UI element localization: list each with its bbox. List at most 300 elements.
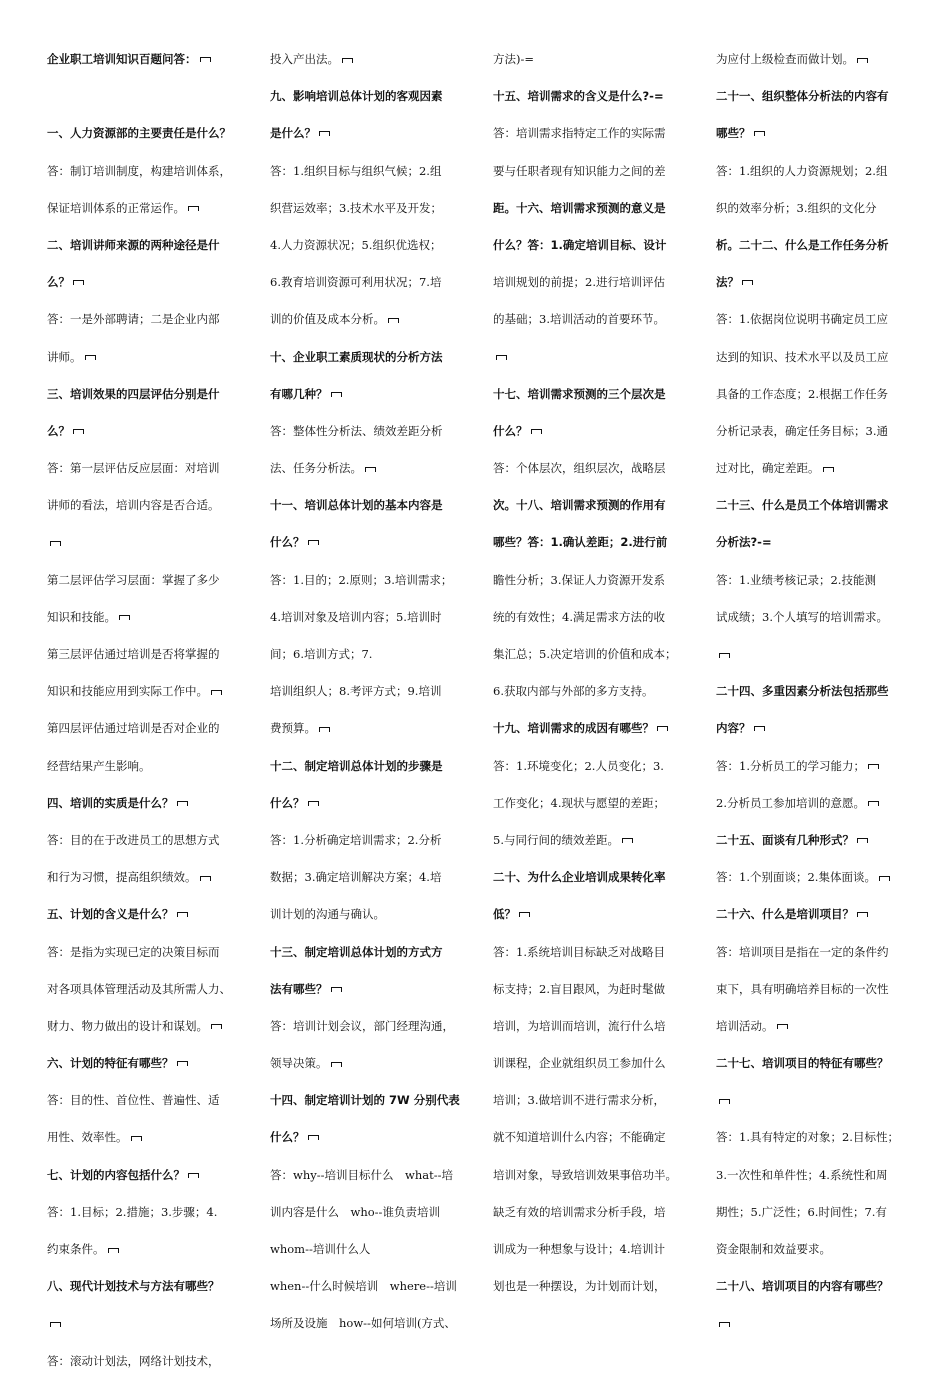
- text-line: [493, 1279, 695, 1294]
- line-text: 6.教育培训资源可利用状况；7.培: [270, 275, 442, 290]
- line-text: 对各项具体管理活动及其所需人力、: [47, 981, 231, 996]
- text-line: [270, 52, 472, 67]
- question-line: [493, 387, 695, 402]
- paragraph-mark-icon: [531, 429, 542, 434]
- line-text: 训课程，企业就组织员工参加什么: [493, 1056, 666, 1071]
- paragraph-mark-icon: [50, 1322, 61, 1327]
- line-text: 距。十六、培训需求预测的意义是: [493, 200, 666, 215]
- line-text: 训成为一种想象与设计；4.培训计: [493, 1242, 665, 1256]
- text-line: [716, 201, 918, 216]
- text-line: [493, 833, 695, 848]
- text-line: [493, 1205, 695, 1220]
- line-text: 十一、培训总体计划的基本内容是: [270, 498, 443, 513]
- line-text: 束下，具有明确培养目标的一次性: [716, 981, 889, 996]
- line-text: 答：一是外部聘请；二是企业内部: [47, 312, 220, 327]
- paragraph-mark-icon: [868, 801, 879, 806]
- question-line: [493, 870, 695, 885]
- question-line: [716, 238, 918, 253]
- text-line: [716, 387, 918, 402]
- text-line: [270, 238, 472, 253]
- text-line: [270, 424, 472, 439]
- line-text: 答：制订培训制度，构建培训体系，: [47, 163, 231, 178]
- question-line: [270, 126, 472, 141]
- question-line: [47, 52, 249, 67]
- line-text: 低？: [493, 907, 516, 922]
- text-line: [270, 647, 472, 662]
- line-text: 二十、为什么企业培训成果转化率: [493, 870, 666, 885]
- question-line: [716, 833, 918, 848]
- paragraph-mark-icon: [365, 467, 376, 472]
- line-text: 领导决策。: [270, 1056, 328, 1071]
- question-line: [47, 126, 249, 141]
- line-text: 二、培训讲师来源的两种途径是什: [47, 237, 220, 252]
- question-line: [716, 275, 918, 290]
- line-text: 答：1.业绩考核记录；2.技能测: [716, 572, 876, 587]
- paragraph-mark-icon: [719, 653, 730, 658]
- line-text: 织营运效率；3.技术水平及开发；: [270, 200, 442, 215]
- line-text: 企业职工培训知识百题问答：: [47, 52, 197, 66]
- line-text: 法、任务分析法。: [270, 461, 362, 476]
- text-line: [716, 1316, 918, 1331]
- question-line: [47, 1168, 249, 1183]
- text-line: [716, 1019, 918, 1034]
- line-text: 答：1.目标；2.措施；3.步骤；4.: [47, 1204, 218, 1219]
- question-line: [493, 907, 695, 922]
- question-line: [47, 387, 249, 402]
- line-text: 答：整体性分析法、绩效差距分析: [270, 423, 443, 438]
- paragraph-mark-icon: [519, 912, 530, 917]
- question-line: [47, 1279, 249, 1294]
- line-text: 什么？: [493, 423, 528, 438]
- text-line: [493, 1168, 695, 1183]
- line-text: 什么？答：1.确定培训目标、设计: [493, 237, 667, 252]
- text-line: [47, 89, 249, 104]
- question-line: [270, 387, 472, 402]
- column-1: [47, 52, 249, 1391]
- paragraph-mark-icon: [719, 1322, 730, 1327]
- line-text: 答：1.环境变化；2.人员变化；3.: [493, 758, 664, 773]
- line-text: 有哪几种？: [270, 386, 328, 401]
- line-text: 织的效率分析；3.组织的文化分: [716, 200, 877, 215]
- text-line: [270, 870, 472, 885]
- paragraph-mark-icon: [742, 280, 753, 285]
- text-line: [47, 573, 249, 588]
- paragraph-mark-icon: [657, 726, 668, 731]
- line-text: 4.培训对象及培训内容；5.培训时: [270, 609, 442, 624]
- line-text: 方法)-=: [493, 52, 535, 66]
- text-line: [493, 610, 695, 625]
- line-text: 哪些？答：1.确认差距；2.进行前: [493, 535, 668, 550]
- text-line: [493, 647, 695, 662]
- text-line: [47, 1019, 249, 1034]
- line-text: whom--培训什么人: [270, 1242, 371, 1256]
- line-text: 二十三、什么是员工个体培训需求: [716, 498, 889, 513]
- text-line: [270, 312, 472, 327]
- question-line: [716, 89, 918, 104]
- line-text: 什么？: [270, 1130, 305, 1145]
- question-line: [716, 907, 918, 922]
- line-text: 场所及设施 how--如何培训(方式、: [270, 1316, 456, 1331]
- line-text: 什么？: [270, 795, 305, 810]
- line-text: 和行为习惯，提高组织绩效。: [47, 870, 197, 885]
- text-line: [716, 424, 918, 439]
- line-text: 十五、培训需求的含义是什么?-=: [493, 89, 664, 104]
- paragraph-mark-icon: [200, 876, 211, 881]
- text-line: [270, 1056, 472, 1071]
- paragraph-mark-icon: [308, 1135, 319, 1140]
- line-text: 九、影响培训总体计划的客观因素: [270, 89, 443, 104]
- line-text: 答：第一层评估反应层面：对培训: [47, 461, 220, 476]
- line-text: 答：1.组织的人力资源规划；2.组: [716, 163, 888, 178]
- line-text: 十、企业职工素质现状的分析方法: [270, 349, 443, 364]
- question-line: [716, 721, 918, 736]
- question-line: [493, 535, 695, 550]
- line-text: 第三层评估通过培训是否将掌握的: [47, 647, 220, 661]
- line-text: 用性、效率性。: [47, 1130, 128, 1145]
- line-text: 分析法?-=: [716, 535, 772, 550]
- text-line: [493, 275, 695, 290]
- line-text: 二十六、什么是培训项目？: [716, 907, 854, 922]
- question-line: [47, 796, 249, 811]
- text-line: [493, 52, 695, 67]
- text-line: [716, 52, 918, 67]
- line-text: 答：个体层次，组织层次，战略层: [493, 461, 666, 476]
- text-line: [47, 1205, 249, 1220]
- line-text: 为应付上级检查而做计划。: [716, 52, 854, 66]
- line-text: 3.一次性和单件性；4.系统性和周: [716, 1167, 888, 1182]
- paragraph-mark-icon: [868, 764, 879, 769]
- line-text: 统的有效性；4.满足需求方法的收: [493, 609, 665, 624]
- paragraph-mark-icon: [754, 726, 765, 731]
- line-text: 哪些？: [716, 126, 751, 141]
- text-line: [270, 1279, 472, 1294]
- paragraph-mark-icon: [211, 690, 222, 695]
- line-text: 分析记录表，确定任务目标；3.通: [716, 423, 888, 438]
- paragraph-mark-icon: [319, 727, 330, 732]
- question-line: [47, 424, 249, 439]
- line-text: 经营结果产生影响。: [47, 758, 151, 773]
- text-line: [270, 1205, 472, 1220]
- line-text: 答：滚动计划法，网络计划技术，: [47, 1353, 220, 1368]
- text-line: [270, 833, 472, 848]
- line-text: 培训组织人；8.考评方式；9.培训: [270, 684, 442, 699]
- question-line: [270, 350, 472, 365]
- paragraph-mark-icon: [496, 355, 507, 360]
- line-text: 答：1.具有特定的对象；2.目标性；: [716, 1130, 899, 1145]
- text-line: [270, 721, 472, 736]
- paragraph-mark-icon: [119, 615, 130, 620]
- text-line: [493, 350, 695, 365]
- paragraph-mark-icon: [73, 280, 84, 285]
- line-text: 法？: [716, 275, 739, 290]
- text-line: [493, 126, 695, 141]
- text-line: [270, 610, 472, 625]
- line-text: 内容？: [716, 721, 751, 736]
- question-line: [47, 275, 249, 290]
- question-line: [493, 89, 695, 104]
- text-line: [716, 945, 918, 960]
- line-text: 五、计划的含义是什么？: [47, 907, 174, 922]
- paragraph-mark-icon: [50, 541, 61, 546]
- line-text: 划也是一种摆设，为计划而计划，: [493, 1279, 666, 1294]
- text-line: [493, 759, 695, 774]
- text-line: [47, 498, 249, 513]
- text-line: [493, 982, 695, 997]
- paragraph-mark-icon: [342, 58, 353, 63]
- text-line: [270, 275, 472, 290]
- question-line: [270, 982, 472, 997]
- line-text: 缺乏有效的培训需求分析手段，培: [493, 1204, 666, 1219]
- text-line: [716, 1242, 918, 1257]
- question-line: [716, 535, 918, 550]
- line-text: 答：1.系统培训目标缺乏对战略目: [493, 944, 665, 959]
- line-text: 过对比，确定差距。: [716, 461, 820, 476]
- line-text: 资金限制和效益要求。: [716, 1242, 831, 1256]
- text-line: [47, 1354, 249, 1369]
- question-line: [270, 1130, 472, 1145]
- text-line: [47, 759, 249, 774]
- paragraph-mark-icon: [622, 838, 633, 843]
- text-line: [270, 684, 472, 699]
- text-line: [493, 1130, 695, 1145]
- column-4: [716, 52, 918, 1354]
- line-text: 费预算。: [270, 721, 316, 736]
- text-line: [47, 982, 249, 997]
- text-line: [270, 164, 472, 179]
- text-line: [716, 647, 918, 662]
- question-line: [493, 424, 695, 439]
- line-text: 七、计划的内容包括什么？: [47, 1167, 185, 1182]
- text-line: [47, 870, 249, 885]
- line-text: 工作变化；4.现状与愿望的差距；: [493, 795, 665, 810]
- text-line: [716, 350, 918, 365]
- text-line: [47, 535, 249, 550]
- line-text: 三、培训效果的四层评估分别是什: [47, 386, 220, 401]
- paragraph-mark-icon: [754, 131, 765, 136]
- text-line: [716, 870, 918, 885]
- question-line: [270, 89, 472, 104]
- question-line: [716, 1056, 918, 1071]
- text-line: [716, 573, 918, 588]
- text-line: [47, 1316, 249, 1331]
- line-text: 次。十八、培训需求预测的作用有: [493, 498, 666, 513]
- text-line: [47, 945, 249, 960]
- question-line: [493, 498, 695, 513]
- question-line: [716, 684, 918, 699]
- line-text: 答：培训计划会议，部门经理沟通，: [270, 1018, 454, 1033]
- line-text: 四、培训的实质是什么？: [47, 795, 174, 810]
- line-text: 答：1.个别面谈；2.集体面谈。: [716, 870, 876, 885]
- line-text: 是什么？: [270, 126, 316, 141]
- question-line: [47, 1056, 249, 1071]
- paragraph-mark-icon: [131, 1136, 142, 1141]
- text-line: [270, 461, 472, 476]
- line-text: 么？: [47, 423, 70, 438]
- line-text: 训内容是什么 who--谁负责培训: [270, 1204, 440, 1219]
- line-text: 答：目的在于改进员工的思想方式: [47, 832, 220, 847]
- paragraph-mark-icon: [308, 801, 319, 806]
- question-line: [270, 796, 472, 811]
- line-text: 什么？: [270, 535, 305, 550]
- line-text: 集汇总；5.决定培训的价值和成本；: [493, 647, 677, 661]
- line-text: 第四层评估通过培训是否对企业的: [47, 721, 220, 736]
- text-line: [270, 907, 472, 922]
- text-line: [716, 1093, 918, 1108]
- text-line: [47, 833, 249, 848]
- paragraph-mark-icon: [857, 912, 868, 917]
- paragraph-mark-icon: [719, 1099, 730, 1104]
- line-text: 培训，为培训而培训，流行什么培: [493, 1018, 666, 1033]
- question-line: [47, 907, 249, 922]
- line-text: 十九、培训需求的成因有哪些？: [493, 721, 654, 736]
- line-text: 达到的知识、技术水平以及员工应: [716, 349, 889, 364]
- text-line: [47, 1093, 249, 1108]
- line-text: 答：是指为实现已定的决策目标而: [47, 944, 220, 959]
- line-text: 答：1.组织目标与组织气候；2.组: [270, 163, 442, 178]
- text-line: [47, 1130, 249, 1145]
- line-text: 投入产出法。: [270, 52, 339, 66]
- text-line: [270, 1316, 472, 1331]
- text-line: [270, 1242, 472, 1257]
- line-text: 的基础；3.培训活动的首要环节。: [493, 312, 665, 327]
- line-text: 法有哪些？: [270, 981, 328, 996]
- paragraph-mark-icon: [85, 355, 96, 360]
- text-line: [493, 1242, 695, 1257]
- paragraph-mark-icon: [823, 467, 834, 472]
- text-line: [716, 982, 918, 997]
- text-line: [716, 759, 918, 774]
- question-line: [270, 535, 472, 550]
- line-text: 知识和技能应用到实际工作中。: [47, 684, 208, 699]
- paragraph-mark-icon: [857, 838, 868, 843]
- paragraph-mark-icon: [200, 57, 211, 62]
- paragraph-mark-icon: [331, 392, 342, 397]
- line-text: 答：1.分析确定培训需求；2.分析: [270, 832, 442, 847]
- text-line: [493, 312, 695, 327]
- question-line: [270, 759, 472, 774]
- line-text: 一、人力资源部的主要责任是什么？: [47, 126, 231, 141]
- line-text: 答：培训项目是指在一定的条件约: [716, 944, 889, 959]
- line-text: 十七、培训需求预测的三个层次是: [493, 386, 666, 401]
- text-line: [493, 796, 695, 811]
- line-text: 训计划的沟通与确认。: [270, 907, 385, 922]
- line-text: 间；6.培训方式；7.: [270, 647, 373, 661]
- line-text: 讲师的看法，培训内容是否合适。: [47, 498, 220, 513]
- text-line: [47, 610, 249, 625]
- paragraph-mark-icon: [331, 1062, 342, 1067]
- text-line: [493, 684, 695, 699]
- paragraph-mark-icon: [188, 1173, 199, 1178]
- text-line: [47, 684, 249, 699]
- paragraph-mark-icon: [108, 1248, 119, 1253]
- question-line: [493, 201, 695, 216]
- text-line: [47, 164, 249, 179]
- line-text: 培训活动。: [716, 1018, 774, 1033]
- text-line: [47, 350, 249, 365]
- question-line: [270, 1093, 472, 1108]
- line-text: when--什么时候培训 where--培训: [270, 1279, 457, 1294]
- paragraph-mark-icon: [308, 540, 319, 545]
- question-line: [270, 498, 472, 513]
- text-line: [270, 1168, 472, 1183]
- question-line: [493, 721, 695, 736]
- line-text: 试成绩；3.个人填写的培训需求。: [716, 609, 888, 624]
- paragraph-mark-icon: [777, 1024, 788, 1029]
- line-text: 数据；3.确定培训解决方案；4.培: [270, 870, 442, 885]
- text-line: [493, 461, 695, 476]
- line-text: 保证培训体系的正常运作。: [47, 200, 185, 215]
- line-text: 第二层评估学习层面：掌握了多少: [47, 572, 220, 587]
- line-text: 二十四、多重因素分析法包括那些: [716, 684, 889, 699]
- text-line: [493, 945, 695, 960]
- paragraph-mark-icon: [177, 801, 188, 806]
- line-text: 答：1.目的；2.原则；3.培训需求；: [270, 572, 453, 587]
- line-text: 知识和技能。: [47, 609, 116, 624]
- paragraph-mark-icon: [177, 1061, 188, 1066]
- question-line: [47, 238, 249, 253]
- paragraph-mark-icon: [331, 987, 342, 992]
- text-line: [716, 610, 918, 625]
- text-line: [493, 1019, 695, 1034]
- text-line: [270, 573, 472, 588]
- paragraph-mark-icon: [388, 318, 399, 323]
- line-text: 培训规划的前提；2.进行培训评估: [493, 275, 665, 290]
- text-line: [493, 573, 695, 588]
- line-text: 具备的工作态度；2.根据工作任务: [716, 386, 888, 401]
- text-line: [493, 164, 695, 179]
- line-text: 财力、物力做出的设计和谋划。: [47, 1018, 208, 1033]
- text-line: [716, 1130, 918, 1145]
- line-text: 期性；5.广泛性；6.时间性；7.有: [716, 1204, 887, 1219]
- column-2: [270, 52, 472, 1354]
- line-text: 6.获取内部与外部的多方支持。: [493, 684, 654, 699]
- line-text: 八、现代计划技术与方法有哪些？: [47, 1279, 220, 1294]
- text-line: [716, 1168, 918, 1183]
- text-line: [716, 164, 918, 179]
- text-line: [47, 721, 249, 736]
- text-line: [716, 461, 918, 476]
- question-line: [716, 1279, 918, 1294]
- line-text: 答：why--培训目标什么 what--培: [270, 1167, 454, 1182]
- text-line: [270, 1019, 472, 1034]
- text-line: [270, 201, 472, 216]
- text-line: [47, 201, 249, 216]
- line-text: 要与任职者现有知识能力之间的差: [493, 163, 666, 178]
- paragraph-mark-icon: [73, 429, 84, 434]
- line-text: 答：1.依据岗位说明书确定员工应: [716, 312, 888, 327]
- column-3: [493, 52, 695, 1316]
- question-line: [270, 945, 472, 960]
- line-text: 标支持；2.盲目跟风，为赶时髦做: [493, 981, 665, 996]
- line-text: 5.与同行间的绩效差距。: [493, 832, 619, 847]
- text-line: [47, 647, 249, 662]
- line-text: 十二、制定培训总体计划的步骤是: [270, 758, 443, 773]
- line-text: 十三、制定培训总体计划的方式方: [270, 944, 443, 959]
- text-line: [493, 1093, 695, 1108]
- line-text: 2.分析员工参加培训的意愿。: [716, 795, 865, 810]
- text-line: [47, 1242, 249, 1257]
- paragraph-mark-icon: [211, 1024, 222, 1029]
- paragraph-mark-icon: [879, 876, 890, 881]
- line-text: 训的价值及成本分析。: [270, 312, 385, 327]
- text-line: [493, 1056, 695, 1071]
- line-text: 培训；3.做培训不进行需求分析，: [493, 1093, 665, 1108]
- line-text: 培训对象，导致培训效果事倍功半。: [493, 1167, 677, 1182]
- line-text: 约束条件。: [47, 1242, 105, 1256]
- paragraph-mark-icon: [188, 206, 199, 211]
- text-line: [47, 312, 249, 327]
- question-line: [716, 498, 918, 513]
